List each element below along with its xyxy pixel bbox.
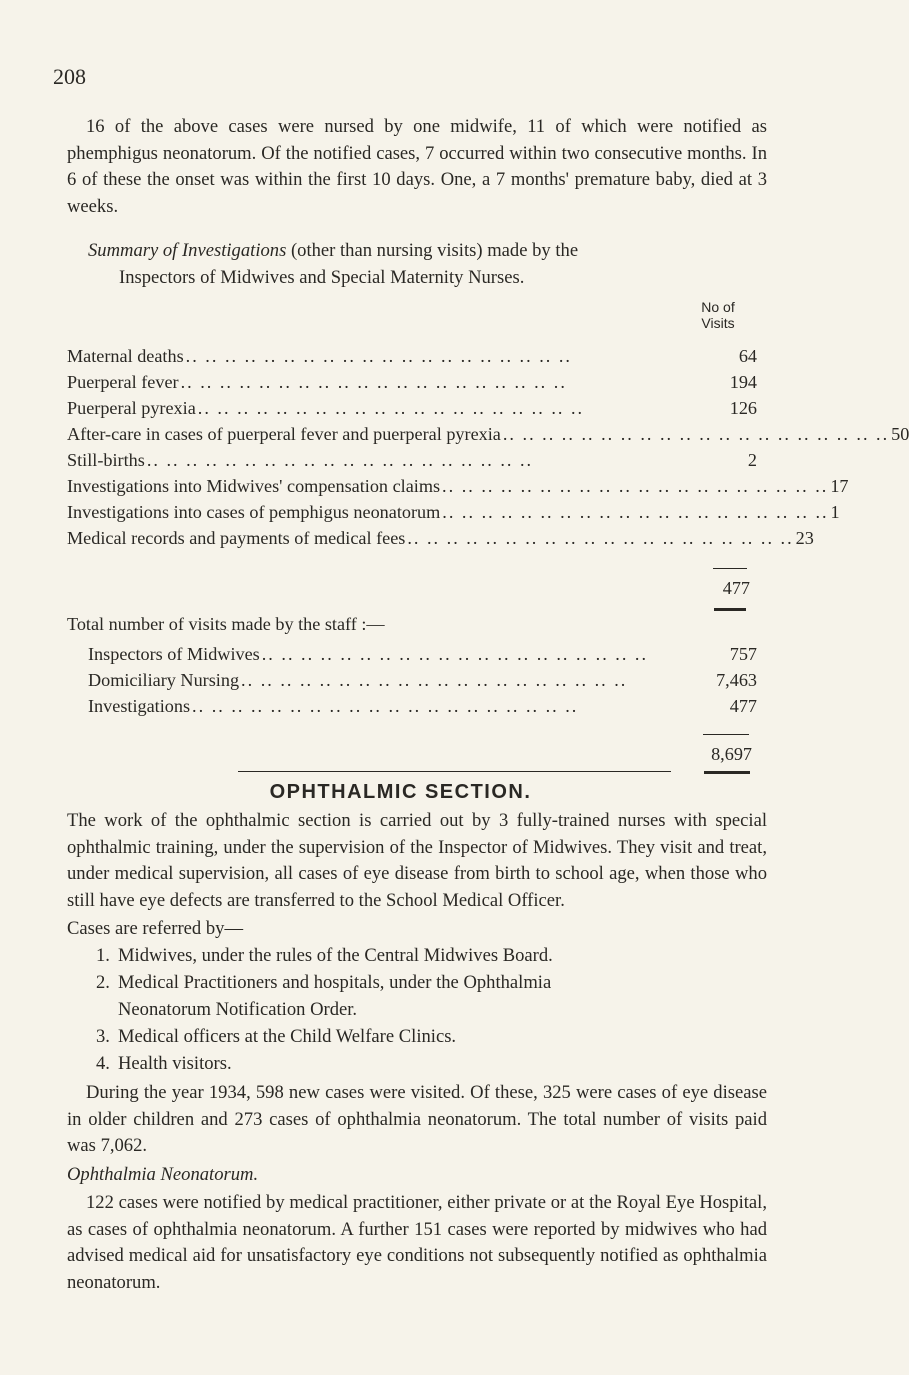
referral-item: [96, 1051, 776, 1078]
leader-dots: .. .. .. .. .. .. .. .. .. .. .. .. .. .. .. .. .. .. .. ..: [442, 502, 829, 522]
row-label: Puerperal fever: [67, 372, 179, 392]
leader-dots: .. .. .. .. .. .. .. .. .. .. .. .. .. .. .. .. .. .. .. ..: [146, 450, 534, 470]
row-value: 17: [830, 476, 849, 496]
ophthalmic-paragraph-1: The work of the ophthalmic section is carried out by 3 fully-trained nurses with special ophthalmic training, under the supervision of the Inspector of Midwives. They visit and treat, under medical supervision, all cases of eye disease from birth to school age, when those who still have eye defects are transferred to the School Medical Officer.: [67, 810, 767, 911]
visits-column-header: No of Visits: [701, 299, 735, 331]
ophthalmic-paragraph-2: During the year 1934, 598 new cases were visited. Of these, 325 were cases of eye disease in older children and 273 cases of ophthalmia neonatorum. The total number of visits paid was 7,062.: [67, 1082, 767, 1156]
row-value: 2: [747, 450, 757, 470]
row-label: Investigations into cases of pemphigus neonatorum: [67, 502, 441, 522]
row-label: Inspectors of Midwives: [88, 644, 260, 664]
section-divider: [238, 771, 671, 772]
subtotal-rule: [713, 568, 747, 569]
row-label: Puerperal pyrexia: [67, 398, 196, 418]
row-value: 477: [729, 696, 757, 716]
row-label: Investigations into Midwives' compensation claims: [67, 476, 441, 496]
summary-total: 477: [722, 578, 750, 598]
total-double-rule: [714, 608, 746, 611]
referral-number: 1.: [96, 945, 110, 966]
staff-row: [88, 667, 757, 693]
staff-row: [88, 641, 757, 667]
row-value: 126: [729, 398, 757, 418]
intro-paragraph: 16 of the above cases were nursed by one midwife, 11 of which were notified as phemphigus neonatorum. Of the notified cases, 7 occurred within two consecutive months. In 6 of these the onset was within the first 10 days. One, a 7 months' premature baby, died at 3 weeks.: [67, 116, 767, 217]
row-value: 1: [830, 502, 840, 522]
ophthalmia-neonatorum-subheading: Ophthalmia Neonatorum.: [67, 1164, 259, 1185]
row-value: 64: [738, 346, 757, 366]
referral-text-continued: Neonatorum Notification Order.: [118, 998, 358, 1020]
row-value: 194: [729, 372, 757, 392]
ophthalmic-section-heading: OPHTHALMIC SECTION.: [269, 781, 532, 803]
referral-text: Medical Practitioners and hospitals, under the Ophthalmia: [118, 972, 552, 993]
summary-row: [67, 447, 757, 473]
summary-row: [67, 343, 757, 369]
referral-item: [96, 1024, 776, 1051]
leader-dots: .. .. .. .. .. .. .. .. .. .. .. .. .. .. .. .. .. .. .. ..: [180, 372, 567, 392]
referral-item: [96, 970, 776, 1023]
summary-title-line2: Inspectors of Midwives and Special Maternity Nurses.: [119, 266, 525, 288]
leader-dots: .. .. .. .. .. .. .. .. .. .. .. .. .. .. .. .. .. .. .. ..: [442, 476, 829, 496]
referral-text: Midwives, under the rules of the Central Midwives Board.: [118, 945, 553, 966]
referral-number: 4.: [96, 1053, 110, 1074]
row-label: Investigations: [88, 696, 191, 716]
referral-number: 3.: [96, 1026, 110, 1047]
total-double-rule: [704, 771, 750, 774]
summary-title-italic: Summary of Investigations: [88, 240, 287, 261]
row-label: Domiciliary Nursing: [88, 670, 240, 690]
row-value: 50: [891, 424, 909, 444]
row-value: 7,463: [716, 670, 757, 690]
leader-dots: .. .. .. .. .. .. .. .. .. .. .. .. .. .. .. .. .. .. .. ..: [192, 696, 579, 716]
leader-dots: .. .. .. .. .. .. .. .. .. .. .. .. .. .. .. .. .. .. .. ..: [261, 644, 649, 664]
referral-text: Health visitors.: [118, 1053, 232, 1074]
summary-row: [67, 395, 757, 421]
referral-item: [96, 943, 776, 970]
summary-row: [67, 369, 757, 395]
summary-title-rest: (other than nursing visits) made by the: [286, 240, 579, 261]
referred-intro: Cases are referred by—: [67, 918, 244, 939]
referral-number: 2.: [96, 972, 110, 993]
row-value: 23: [795, 528, 814, 548]
summary-row: [67, 525, 814, 551]
row-label: Medical records and payments of medical fees: [67, 528, 406, 548]
subtotal-rule: [703, 734, 749, 735]
summary-title: [88, 238, 728, 291]
summary-row: [67, 421, 909, 447]
leader-dots: .. .. .. .. .. .. .. .. .. .. .. .. .. .. .. .. .. .. .. ..: [502, 424, 890, 444]
staff-visits-heading: Total number of visits made by the staff :—: [67, 614, 385, 634]
leader-dots: .. .. .. .. .. .. .. .. .. .. .. .. .. .. .. .. .. .. .. ..: [407, 528, 794, 548]
leader-dots: .. .. .. .. .. .. .. .. .. .. .. .. .. .. .. .. .. .. .. ..: [185, 346, 572, 366]
row-label: Maternal deaths: [67, 346, 184, 366]
leader-dots: .. .. .. .. .. .. .. .. .. .. .. .. .. .. .. .. .. .. .. ..: [197, 398, 585, 418]
page-number: 208: [53, 64, 86, 89]
ophthalmic-paragraph-3: 122 cases were notified by medical practitioner, either private or at the Royal Eye Hospital, as cases of ophthalmia neonatorum. A further 151 cases were reported by midwives who had advised medical aid for unsatisfactory eye conditions not subsequently notified as ophthalmia neonatorum.: [67, 1192, 767, 1293]
row-label: After-care in cases of puerperal fever and puerperal pyrexia: [67, 424, 501, 444]
row-label: Still-births: [67, 450, 145, 470]
summary-row: [67, 473, 849, 499]
staff-row: [88, 693, 757, 719]
summary-row: [67, 499, 840, 525]
staff-visits-total: 8,697: [711, 744, 752, 764]
leader-dots: .. .. .. .. .. .. .. .. .. .. .. .. .. .. .. .. .. .. .. ..: [241, 670, 628, 690]
row-value: 757: [729, 644, 757, 664]
referral-text: Medical officers at the Child Welfare Clinics.: [118, 1026, 457, 1047]
